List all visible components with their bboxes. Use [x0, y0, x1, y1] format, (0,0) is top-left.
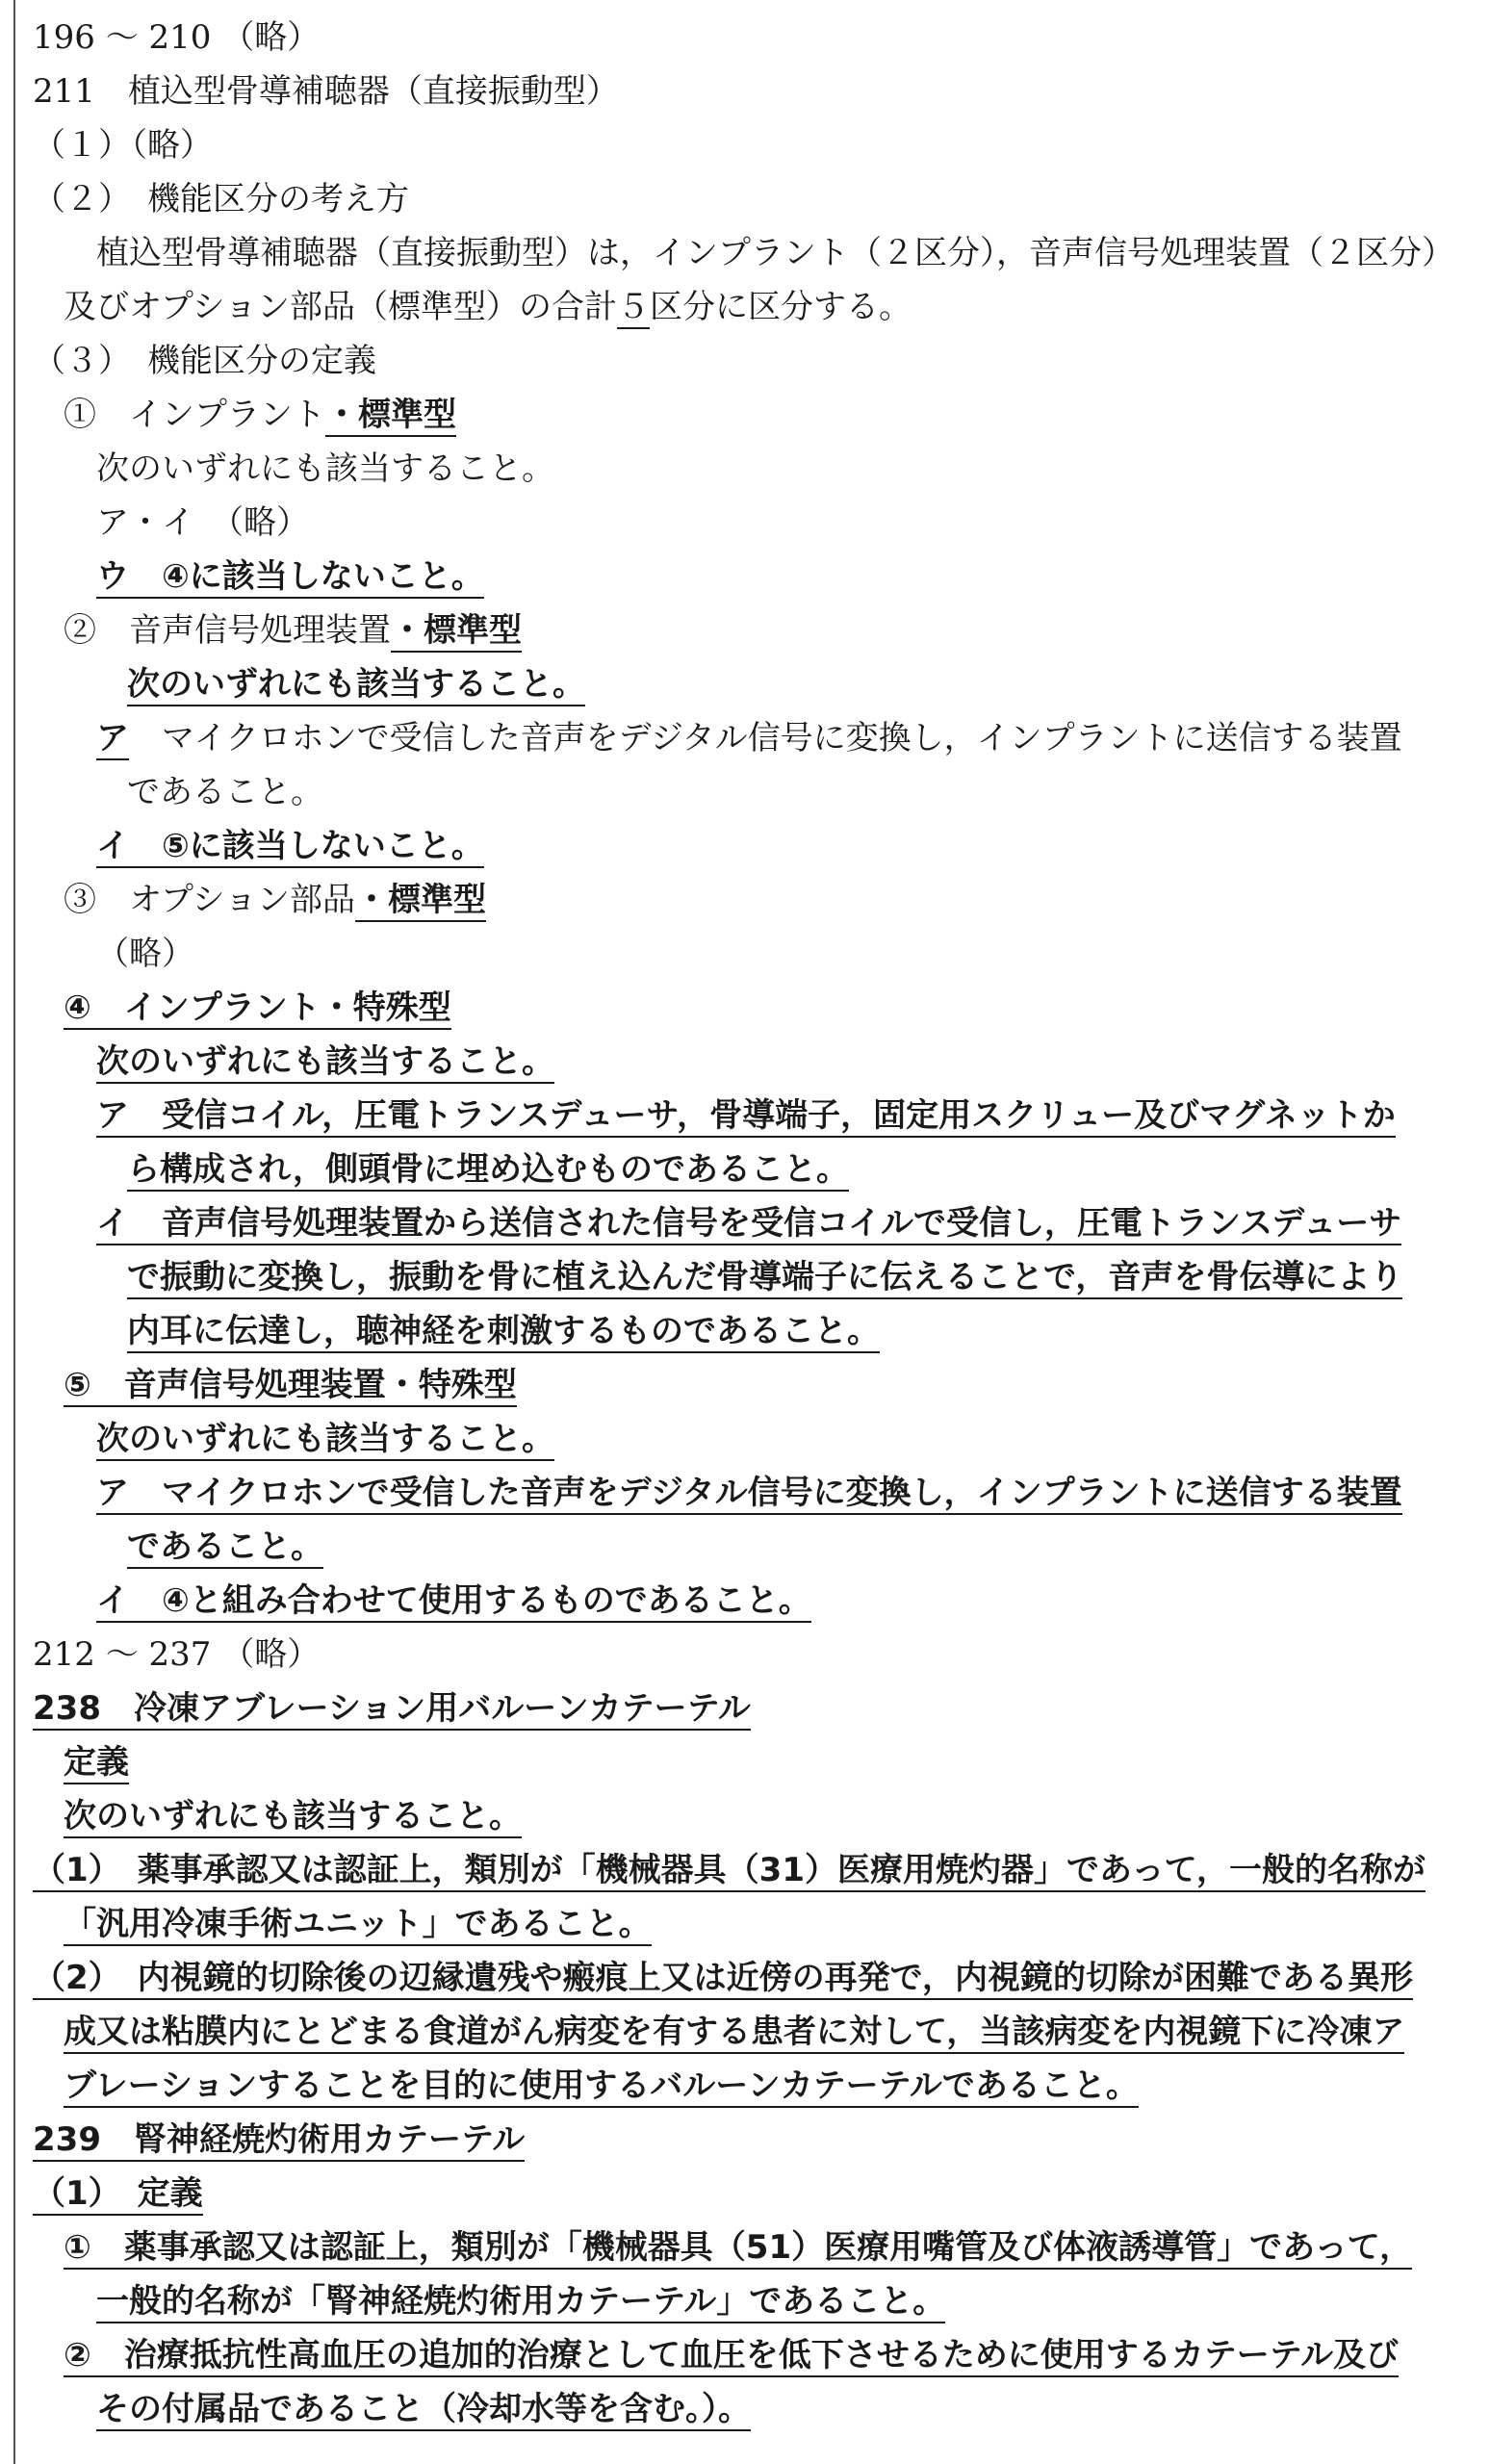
- text-segment: 211 植込型骨導補聴器（直接振動型）: [33, 72, 619, 111]
- text-segment: ら構成され，側頭骨に埋め込むものであること。: [127, 1150, 849, 1192]
- text-line: [127, 662, 585, 706]
- text-segment: 196 ～ 210 （略）: [33, 18, 321, 57]
- text-line: [96, 231, 1454, 275]
- text-line: [96, 1040, 554, 1084]
- text-line: [96, 1201, 1401, 1245]
- text-segment: 「汎用冷凍手術ユニット」であること。: [64, 1905, 652, 1946]
- text-segment: 212 ～ 237 （略）: [33, 1635, 321, 1674]
- text-segment: 植込型骨導補聴器（直接振動型）は，インプラント（２区分），音声信号処理装置（２区分）: [96, 234, 1454, 272]
- text-segment: 238 冷凍アブレーション用バルーンカテーテル: [33, 1689, 751, 1731]
- text-line: [64, 285, 912, 329]
- text-segment: 内耳に伝達し，聴神経を刺激するものであること。: [127, 1312, 880, 1353]
- text-segment: ア マイクロホンで受信した音声をデジタル信号に変換し，インプラントに送信する装置: [96, 1474, 1402, 1515]
- text-line: [64, 1902, 652, 1946]
- text-segment: 及びオプション部品（標準型）の合計: [64, 288, 617, 326]
- text-line: [33, 1956, 1413, 2000]
- text-line: [33, 69, 619, 114]
- text-line: [33, 2171, 203, 2216]
- text-line: [96, 500, 309, 545]
- text-segment: 次のいずれにも該当すること。: [96, 1042, 554, 1084]
- text-segment: ブレーションすることを目的に使用するバルーンカテーテルであること。: [64, 2066, 1139, 2108]
- text-segment: 成又は粘膜内にとどまる食道がん病変を有する患者に対して，当該病変を内視鏡下に冷凍ア: [64, 2013, 1404, 2054]
- text-segment: ・標準型: [325, 396, 456, 437]
- text-segment: ② 音声信号処理装置: [64, 611, 391, 650]
- text-line: [64, 2225, 1412, 2270]
- text-line: [127, 1147, 849, 1192]
- text-segment: ５: [617, 288, 650, 329]
- text-segment: ④ インプラント・特殊型: [64, 988, 451, 1030]
- text-segment: ① インプラント: [64, 396, 325, 434]
- text-line: [96, 2387, 751, 2431]
- text-segment: 定義: [64, 1743, 129, 1784]
- text-segment: （１）（略）: [33, 126, 213, 165]
- text-line: [64, 393, 456, 437]
- text-segment: で振動に変換し，振動を骨に植え込んだ骨導端子に伝えることで，音声を骨伝導により: [127, 1258, 1402, 1299]
- text-segment: （1） 薬事承認又は認証上，類別が「機械器具（31）医療用焼灼器」であって，一般的名称が: [33, 1851, 1426, 1892]
- text-line: [33, 123, 213, 167]
- text-line: [64, 2010, 1404, 2054]
- text-segment: ウ ④に該当しないこと。: [96, 557, 484, 599]
- text-segment: マイクロホンで受信した音声をデジタル信号に変換し，インプラントに送信する装置: [129, 719, 1402, 757]
- text-segment: （２） 機能区分の考え方: [33, 180, 409, 218]
- text-line: [96, 1578, 811, 1623]
- text-line: [64, 608, 522, 653]
- text-line: [96, 447, 554, 491]
- text-segment: 次のいずれにも該当すること。: [96, 449, 554, 488]
- text-line: [96, 1417, 554, 1461]
- text-segment: （３） 機能区分の定義: [33, 342, 376, 380]
- text-line: [96, 932, 194, 976]
- text-line: [96, 716, 1402, 760]
- text-segment: イ ⑤に該当しないこと。: [96, 827, 484, 868]
- text-segment: 次のいずれにも該当すること。: [96, 1420, 554, 1461]
- text-line: [127, 1525, 323, 1569]
- left-margin-rule: [13, 0, 15, 2464]
- text-segment: ア 受信コイル，圧電トランスデューサ，骨導端子，固定用スクリュー及びマグネットか: [96, 1096, 1396, 1138]
- text-segment: （略）: [96, 935, 194, 973]
- text-segment: （1） 定義: [33, 2174, 203, 2216]
- text-segment: 次のいずれにも該当すること。: [64, 1797, 522, 1838]
- text-line: [64, 878, 486, 922]
- text-line: [33, 1632, 320, 1677]
- text-segment: 区分に区分する。: [649, 288, 912, 326]
- text-segment: ・標準型: [355, 881, 486, 922]
- text-line: [33, 177, 409, 221]
- text-segment: 一般的名称が「腎神経焼灼術用カテーテル」であること。: [96, 2282, 945, 2323]
- text-segment: ① 薬事承認又は認証上，類別が「機械器具（51）医療用嘴管及び体液誘導管」であって，: [64, 2228, 1412, 2270]
- text-line: [127, 1309, 880, 1353]
- text-line: [96, 2279, 945, 2323]
- text-segment: ⑤ 音声信号処理装置・特殊型: [64, 1366, 517, 1407]
- text-line: [64, 1363, 517, 1407]
- text-segment: イ 音声信号処理装置から送信された信号を受信コイルで受信し，圧電トランスデューサ: [96, 1204, 1401, 1245]
- text-line: [127, 1255, 1402, 1299]
- text-segment: ・標準型: [391, 611, 522, 653]
- text-segment: であること。: [127, 773, 323, 811]
- text-line: [96, 824, 484, 868]
- text-segment: ③ オプション部品: [64, 881, 355, 919]
- text-line: [96, 1093, 1396, 1138]
- text-line: [127, 770, 323, 814]
- text-line: [64, 986, 451, 1030]
- text-segment: ア・イ （略）: [96, 503, 309, 542]
- text-line: [64, 2064, 1139, 2108]
- text-segment: 239 腎神経焼灼術用カテーテル: [33, 2120, 525, 2162]
- text-segment: 次のいずれにも該当すること。: [127, 665, 585, 706]
- text-segment: であること。: [127, 1527, 323, 1569]
- text-line: [33, 339, 376, 383]
- text-segment: （2） 内視鏡的切除後の辺縁遺残や瘢痕上又は近傍の再発で，内視鏡的切除が困難である異形: [33, 1959, 1413, 2000]
- text-segment: その付属品であること（冷却水等を含む。）。: [96, 2390, 751, 2431]
- text-line: [64, 1794, 522, 1838]
- text-segment: イ ④と組み合わせて使用するものであること。: [96, 1581, 811, 1623]
- text-line: [33, 1686, 751, 1731]
- text-line: [33, 2118, 525, 2162]
- text-segment: ② 治療抵抗性高血圧の追加的治療として血圧を低下させるために使用するカテーテル及び: [64, 2336, 1399, 2377]
- text-segment: ア: [96, 719, 129, 760]
- text-line: [64, 2333, 1399, 2377]
- text-line: [96, 1471, 1402, 1515]
- text-line: [96, 554, 484, 599]
- text-line: [33, 1848, 1426, 1892]
- text-line: [33, 15, 320, 60]
- text-line: [64, 1740, 129, 1784]
